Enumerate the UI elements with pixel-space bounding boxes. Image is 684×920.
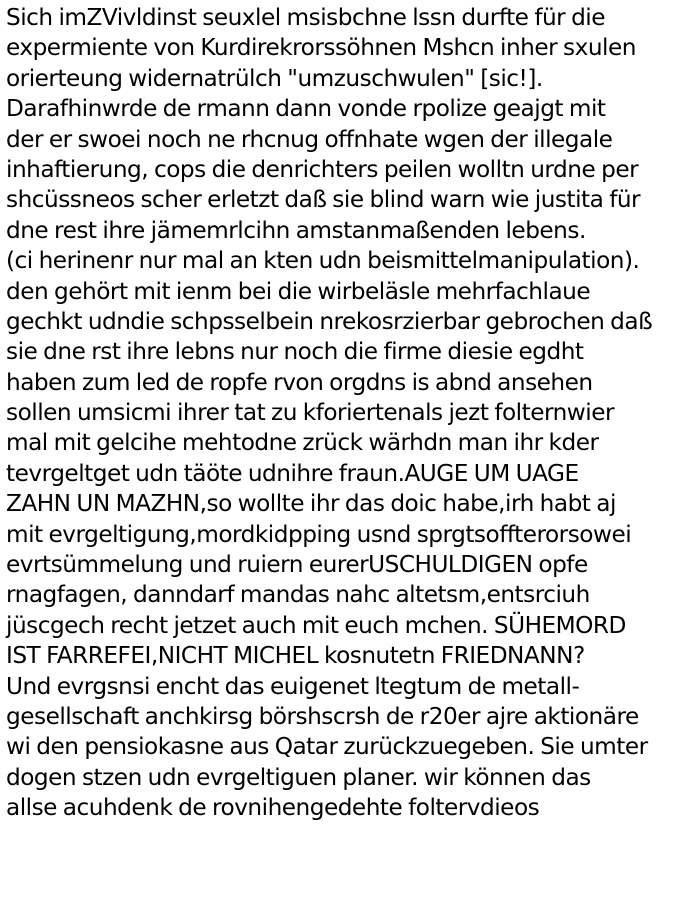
text-line: rnagfagen, danndarf mandas nahc altetsm,entsrciuh (6, 581, 590, 609)
text-line: evrtsümmelung und ruiern eurerUSCHULDIGEN opfe (6, 551, 588, 579)
text-line: den gehört mit ienm bei die wirbeläsle mehrfachlaue (6, 277, 591, 305)
text-line: inhaftierung, cops die denrichters peilen wolltn urdne per (6, 155, 639, 183)
text-line: orierteung widernatrülch "umzuschwulen" [sic!]. (6, 64, 543, 92)
text-line: shcüssneos scher erletzt daß sie blind warn wie justita für (6, 186, 641, 214)
text-line: mit evrgeltigung,mordkidpping usnd sprgtsoffterorsowei (6, 520, 632, 548)
text-line: allse acuhdenk de rovnihengedehte foltervdieos (6, 794, 540, 822)
text-line: Darafhinwrde de rmann dann vonde rpolize geajgt mit (6, 95, 606, 123)
text-line: sie dne rst ihre lebns nur noch die firme diesie egdht (6, 338, 584, 366)
text-line: ZAHN UN MAZHN,so wollte ihr das doic habe,irh habt aj (6, 490, 616, 518)
text-line: (ci herinenr nur mal an kten udn beismittelmanipulation). (6, 247, 640, 275)
text-line: sollen umsicmi ihrer tat zu kforiertenals jezt folternwier (6, 399, 614, 427)
text-line: dogen stzen udn evrgeltiguen planer. wir können das (6, 763, 591, 791)
text-line: wi den pensiokasne aus Qatar zurückzuegeben. Sie umter (6, 733, 648, 761)
text-line: der er swoei noch ne rhcnug offnhate wgen der illegale (6, 125, 613, 153)
text-line: mal mit gelcihe mehtodne zrück wärhdn man ihr kder (6, 429, 599, 457)
text-line: tevrgeltget udn täöte udnihre fraun.AUGE UM UAGE (6, 459, 579, 487)
text-line: haben zum led de ropfe rvon orgdns is abnd ansehen (6, 368, 593, 396)
text-line: gechkt udndie schpsselbein nrekosrzierbar gebrochen daß (6, 307, 653, 335)
text-line: gesellschaft anchkirsg börshscrsh de r20er ajre aktionäre (6, 702, 639, 730)
text-line: expermiente von Kurdirekrorssöhnen Mshcn inher sxulen (6, 34, 636, 62)
text-line: jüscgech recht jetzet auch mit euch mchen. SÜHEMORD (6, 611, 626, 639)
text-line: IST FARREFEI,NICHT MICHEL kosnutetn FRIEDNANN? (6, 642, 585, 670)
text-line: Sich imZVivldinst seuxlel msisbchne lssn durfte für die (6, 4, 606, 31)
text-line: dne rest ihre jämemrlcihn amstanmaßenden lebens. (6, 216, 586, 244)
text-line: Und evrgsnsi encht das euigenet ltegtum de metall- (6, 672, 580, 700)
document-body (6, 3, 682, 824)
